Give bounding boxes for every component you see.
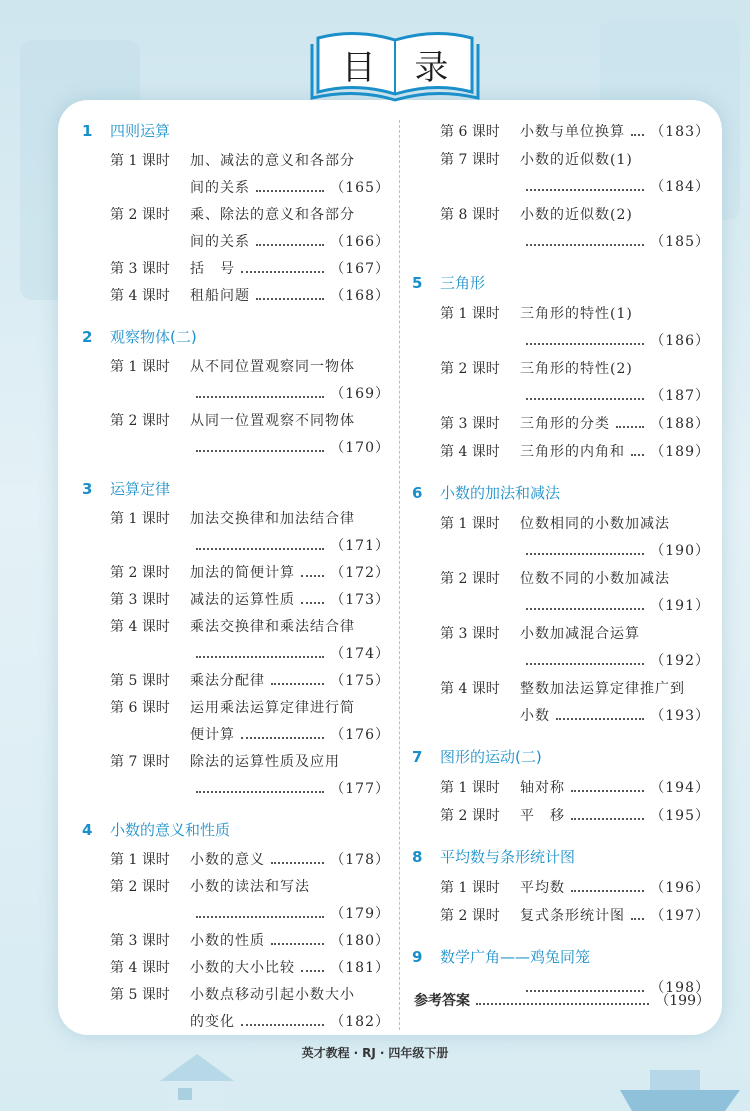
- page-footer: 英才教程 · RJ · 四年级下册: [301, 1046, 449, 1060]
- lesson-title: 三角形的分类: [520, 416, 610, 432]
- lesson-title: 三角形的特性(2): [520, 361, 633, 377]
- lesson-title: 位数相同的小数加减法: [520, 516, 670, 532]
- chapter-heading[interactable]: [410, 272, 710, 300]
- lesson-page: （197）: [650, 908, 710, 924]
- leader-dots: [556, 718, 644, 720]
- leader-dots: [301, 602, 324, 604]
- lesson-title: 平均数: [520, 880, 565, 896]
- toc-entry[interactable]: [70, 955, 390, 982]
- lesson-title: 运用乘法运算定律进行简: [190, 700, 355, 716]
- lesson-page: （181）: [330, 960, 390, 976]
- toc-entry[interactable]: [70, 928, 390, 955]
- lesson-label: 第 1 课时: [110, 852, 170, 868]
- leader-dots: [571, 890, 644, 892]
- toc-entry[interactable]: [410, 803, 710, 830]
- lesson-label: 第 2 课时: [110, 207, 170, 223]
- lesson-page: （196）: [650, 880, 710, 896]
- toc-entry-line: [70, 955, 390, 982]
- toc-entry-line: [70, 776, 390, 803]
- chapter-heading[interactable]: [410, 746, 710, 774]
- toc-entry-line: [70, 749, 390, 776]
- chapter-number: 7: [412, 748, 423, 766]
- toc-entry[interactable]: [410, 301, 710, 355]
- lesson-label: 第 1 课时: [440, 516, 500, 532]
- lesson-title: 租船问题: [190, 288, 250, 304]
- lesson-label: 第 1 课时: [110, 359, 170, 375]
- toc-entry-line: [70, 435, 390, 462]
- toc-entry[interactable]: [70, 614, 390, 668]
- leader-dots: [526, 189, 644, 191]
- chapter-title: 小数的加法和减法: [440, 484, 561, 502]
- lesson-title: 从同一位置观察不同物体: [190, 413, 355, 429]
- toc-entry-line: [410, 328, 710, 355]
- toc-entry-line: [410, 775, 710, 802]
- toc-entry[interactable]: [70, 256, 390, 283]
- lesson-label: 第 3 课时: [440, 416, 500, 432]
- lesson-label: 第 2 课时: [440, 361, 500, 377]
- lesson-page: （177）: [330, 781, 390, 797]
- lesson-page: （184）: [650, 179, 710, 195]
- lesson-label: 第 6 课时: [440, 124, 500, 140]
- toc-entry[interactable]: [410, 439, 710, 466]
- leader-dots: [256, 190, 324, 192]
- chapter-heading[interactable]: [70, 120, 390, 148]
- toc-entry[interactable]: [410, 411, 710, 438]
- lesson-page: （172）: [330, 565, 390, 581]
- toc-entry-line: [70, 695, 390, 722]
- lesson-label: 第 3 课时: [110, 261, 170, 277]
- toc-entry-line: [410, 875, 710, 902]
- lesson-page: （188）: [650, 416, 710, 432]
- chapter-number: 9: [412, 948, 423, 966]
- toc-entry[interactable]: [70, 202, 390, 256]
- leader-dots: [241, 737, 324, 739]
- leader-dots: [526, 553, 644, 555]
- toc-entry-line: [70, 641, 390, 668]
- toc-left-column: [70, 118, 390, 1036]
- lesson-page: （167）: [330, 261, 390, 277]
- toc-entry-line: [70, 533, 390, 560]
- chapter-title: 数学广角——鸡兔同笼: [440, 948, 591, 966]
- chapter-number: 2: [82, 328, 93, 346]
- toc-entry-line: [410, 147, 710, 174]
- lesson-label: 第 2 课时: [110, 879, 170, 895]
- lesson-label: 第 2 课时: [110, 565, 170, 581]
- toc-entry-line: [70, 175, 390, 202]
- lesson-title: 乘法分配律: [190, 673, 265, 689]
- lesson-label: 第 1 课时: [110, 511, 170, 527]
- lesson-title: 三角形的特性(1): [520, 306, 633, 322]
- lesson-title: 加、减法的意义和各部分: [190, 153, 355, 169]
- leader-dots: [196, 548, 324, 550]
- leader-dots: [256, 244, 324, 246]
- lesson-page: （198）: [650, 980, 710, 996]
- lesson-label: 第 1 课时: [440, 306, 500, 322]
- toc-entry-line: [70, 668, 390, 695]
- lesson-title: 小数的意义: [190, 852, 265, 868]
- lesson-title: 减法的运算性质: [190, 592, 295, 608]
- lesson-page: （194）: [650, 780, 710, 796]
- toc-entry-line: [410, 703, 710, 730]
- lesson-title: 间的关系: [190, 234, 250, 250]
- chapter-title: 四则运算: [110, 122, 171, 140]
- lesson-page: （182）: [330, 1014, 390, 1030]
- chapter-number: 6: [412, 484, 423, 502]
- chapter-heading[interactable]: [410, 482, 710, 510]
- lesson-title: 小数: [520, 708, 550, 724]
- lesson-page: （179）: [330, 906, 390, 922]
- toc-entry-line: [70, 847, 390, 874]
- toc-entry-line: [410, 119, 710, 146]
- lesson-page: （185）: [650, 234, 710, 250]
- chapter-number: 4: [82, 821, 93, 839]
- lesson-label: 第 2 课时: [440, 908, 500, 924]
- lesson-title: 间的关系: [190, 180, 250, 196]
- toc-entry[interactable]: [410, 202, 710, 256]
- toc-entry-line: [410, 538, 710, 565]
- lesson-page: （191）: [650, 598, 710, 614]
- lesson-title: 小数加减混合运算: [520, 626, 640, 642]
- lesson-page: （178）: [330, 852, 390, 868]
- toc-entry-line: [70, 202, 390, 229]
- toc-entry-line: [70, 506, 390, 533]
- lesson-title: 乘、除法的意义和各部分: [190, 207, 355, 223]
- lesson-label: 第 3 课时: [440, 626, 500, 642]
- leader-dots: [196, 450, 324, 452]
- toc-entry[interactable]: [410, 676, 710, 730]
- lesson-page: （187）: [650, 388, 710, 404]
- toc-entry[interactable]: [70, 506, 390, 560]
- column-divider: [399, 120, 400, 1030]
- leader-dots: [196, 916, 324, 918]
- toc-entry-line: [410, 439, 710, 466]
- lesson-title: 三角形的内角和: [520, 444, 625, 460]
- lesson-title: 除法的运算性质及应用: [190, 754, 340, 770]
- chapter-heading[interactable]: [410, 846, 710, 874]
- toc-entry-line: [410, 621, 710, 648]
- toc-entry-line: [70, 587, 390, 614]
- chapter-heading[interactable]: [70, 819, 390, 847]
- lesson-title: 小数与单位换算: [520, 124, 625, 140]
- lesson-label: 第 4 课时: [110, 619, 170, 635]
- lesson-page: （171）: [330, 538, 390, 554]
- leader-dots: [196, 791, 324, 793]
- lesson-label: 第 4 课时: [110, 288, 170, 304]
- leader-dots: [271, 862, 324, 864]
- lesson-title: 小数的近似数(2): [520, 207, 633, 223]
- leader-dots: [301, 575, 324, 577]
- lesson-label: 第 3 课时: [110, 933, 170, 949]
- lesson-title: 的变化: [190, 1014, 235, 1030]
- lesson-title: 便计算: [190, 727, 235, 743]
- chapter-number: 3: [82, 480, 93, 498]
- toc-entry[interactable]: [70, 695, 390, 749]
- toc-entry-line: [410, 803, 710, 830]
- lesson-label: 第 7 课时: [110, 754, 170, 770]
- lesson-title: 乘法交换律和乘法结合律: [190, 619, 355, 635]
- lesson-label: 第 7 课时: [440, 152, 500, 168]
- toc-entry-line: [70, 229, 390, 256]
- toc-entry-line: [70, 381, 390, 408]
- toc-entry[interactable]: [410, 775, 710, 802]
- toc-entry[interactable]: [70, 982, 390, 1036]
- chapter-title: 小数的意义和性质: [110, 821, 231, 839]
- lesson-title: 小数的读法和写法: [190, 879, 310, 895]
- answers-page: （199）: [655, 993, 710, 1009]
- chapter-title: 图形的运动(二): [440, 748, 542, 766]
- footer-brand: 英才教程: [301, 1046, 350, 1060]
- chapter-heading[interactable]: [70, 326, 390, 354]
- lesson-title: 小数的近似数(1): [520, 152, 633, 168]
- chapter-title: 三角形: [440, 274, 486, 292]
- leader-dots: [616, 426, 644, 428]
- lesson-label: 第 5 课时: [110, 673, 170, 689]
- lesson-title: 从不同位置观察同一物体: [190, 359, 355, 375]
- lesson-label: 第 1 课时: [110, 153, 170, 169]
- toc-entry-line: [410, 383, 710, 410]
- lesson-page: （192）: [650, 653, 710, 669]
- leader-dots: [526, 244, 644, 246]
- toc-entry[interactable]: [410, 621, 710, 675]
- chapter-title: 运算定律: [110, 480, 171, 498]
- lesson-page: （183）: [650, 124, 710, 140]
- leader-dots: [631, 454, 644, 456]
- toc-entry-line: [410, 593, 710, 620]
- lesson-title: 小数的大小比较: [190, 960, 295, 976]
- toc-entry[interactable]: [410, 511, 710, 565]
- toc-entry-line: [70, 354, 390, 381]
- chapter-number: 8: [412, 848, 423, 866]
- toc-entry-line: [70, 256, 390, 283]
- boat-illustration: [610, 1060, 750, 1111]
- leader-dots: [526, 398, 644, 400]
- footer-grade: 四年级下册: [388, 1046, 449, 1060]
- toc-entry-line: [70, 1009, 390, 1036]
- lesson-label: 第 4 课时: [440, 681, 500, 697]
- toc-entry[interactable]: [410, 147, 710, 201]
- lesson-title: 整数加法运算定律推广到: [520, 681, 685, 697]
- toc-entry-line: [70, 408, 390, 435]
- lesson-label: 第 2 课时: [110, 413, 170, 429]
- lesson-title: 平 移: [520, 808, 565, 824]
- lesson-title: 小数点移动引起小数大小: [190, 987, 355, 1003]
- toc-entry-line: [70, 874, 390, 901]
- lesson-label: 第 5 课时: [110, 987, 170, 1003]
- leader-dots: [196, 656, 324, 658]
- lesson-title: 小数的性质: [190, 933, 265, 949]
- lesson-title: 位数不同的小数加减法: [520, 571, 670, 587]
- toc-entry-line: [70, 928, 390, 955]
- lesson-page: （173）: [330, 592, 390, 608]
- toc-entry-line: [410, 903, 710, 930]
- lesson-label: 第 3 课时: [110, 592, 170, 608]
- chapter-title: 观察物体(二): [110, 328, 197, 346]
- lesson-label: 第 2 课时: [440, 571, 500, 587]
- chapter-title: 平均数与条形统计图: [440, 848, 576, 866]
- toc-entry[interactable]: [410, 356, 710, 410]
- lesson-page: （186）: [650, 333, 710, 349]
- toc-entry-line: [70, 982, 390, 1009]
- lesson-page: （189）: [650, 444, 710, 460]
- toc-entry-line: [70, 283, 390, 310]
- toc-entry[interactable]: [410, 119, 710, 146]
- lesson-page: （165）: [330, 180, 390, 196]
- toc-entry[interactable]: [70, 668, 390, 695]
- toc-entry[interactable]: [70, 354, 390, 408]
- toc-entry[interactable]: [70, 847, 390, 874]
- toc-entry[interactable]: [70, 408, 390, 462]
- chapter-number: 5: [412, 274, 423, 292]
- toc-entry[interactable]: [410, 566, 710, 620]
- toc-entry-line: [70, 614, 390, 641]
- answers-label: 参考答案: [414, 993, 470, 1009]
- toc-entry[interactable]: [410, 875, 710, 902]
- leader-dots: [196, 396, 324, 398]
- chapter-number: 1: [82, 122, 93, 140]
- lesson-page: （175）: [330, 673, 390, 689]
- toc-entry[interactable]: [70, 587, 390, 614]
- leader-dots: [301, 970, 324, 972]
- toc-entry-line: [410, 411, 710, 438]
- lesson-label: 第 8 课时: [440, 207, 500, 223]
- lesson-page: （190）: [650, 543, 710, 559]
- leader-dots: [271, 683, 324, 685]
- lesson-label: 第 4 课时: [110, 960, 170, 976]
- toc-entry[interactable]: [70, 874, 390, 928]
- toc-entry-line: [410, 511, 710, 538]
- lesson-label: 第 1 课时: [440, 780, 500, 796]
- lesson-label: 第 1 课时: [440, 880, 500, 896]
- toc-entry-line: [70, 901, 390, 928]
- lesson-page: （169）: [330, 386, 390, 402]
- leader-dots: [526, 343, 644, 345]
- lesson-title: 复式条形统计图: [520, 908, 625, 924]
- toc-entry-line: [410, 356, 710, 383]
- toc-entry[interactable]: [70, 749, 390, 803]
- toc-entry-line: [70, 560, 390, 587]
- lesson-page: （168）: [330, 288, 390, 304]
- leader-dots: [631, 918, 644, 920]
- toc-answers-entry[interactable]: [414, 990, 710, 1011]
- toc-entry-line: [410, 676, 710, 703]
- lesson-title: 轴对称: [520, 780, 565, 796]
- footer-edition: RJ: [362, 1046, 376, 1060]
- leader-dots: [526, 663, 644, 665]
- lesson-label: 第 4 课时: [440, 444, 500, 460]
- chapter-heading[interactable]: [70, 478, 390, 506]
- lesson-page: （174）: [330, 646, 390, 662]
- lesson-page: （180）: [330, 933, 390, 949]
- toc-entry-line: [410, 229, 710, 256]
- leader-dots: [241, 1024, 324, 1026]
- toc-entry-line: [70, 148, 390, 175]
- lesson-title: 加法的简便计算: [190, 565, 295, 581]
- lesson-title: 加法交换律和加法结合律: [190, 511, 355, 527]
- toc-entry-line: [410, 202, 710, 229]
- lesson-page: （193）: [650, 708, 710, 724]
- leader-dots: [631, 134, 644, 136]
- lesson-page: （176）: [330, 727, 390, 743]
- lesson-page: （170）: [330, 440, 390, 456]
- toc-right-column: [410, 118, 710, 1002]
- leader-dots: [271, 943, 324, 945]
- toc-entry-line: [410, 648, 710, 675]
- leader-dots: [571, 818, 644, 820]
- chapter-heading[interactable]: [410, 946, 710, 974]
- leader-dots: [526, 608, 644, 610]
- leader-dots: [476, 1003, 649, 1005]
- toc-entry-line: [410, 301, 710, 328]
- lesson-label: 第 2 课时: [440, 808, 500, 824]
- leader-dots: [256, 298, 324, 300]
- toc-entry[interactable]: [70, 148, 390, 202]
- lesson-page: （195）: [650, 808, 710, 824]
- lesson-page: （166）: [330, 234, 390, 250]
- leader-dots: [571, 790, 644, 792]
- leader-dots: [241, 271, 324, 273]
- lesson-label: 第 6 课时: [110, 700, 170, 716]
- toc-entry[interactable]: [70, 283, 390, 310]
- toc-entry-line: [410, 566, 710, 593]
- toc-entry[interactable]: [410, 903, 710, 930]
- page-title: 目 录: [341, 47, 463, 88]
- toc-entry-line: [70, 722, 390, 749]
- toc-entry[interactable]: [70, 560, 390, 587]
- lesson-title: 括 号: [190, 261, 235, 277]
- toc-entry-line: [410, 174, 710, 201]
